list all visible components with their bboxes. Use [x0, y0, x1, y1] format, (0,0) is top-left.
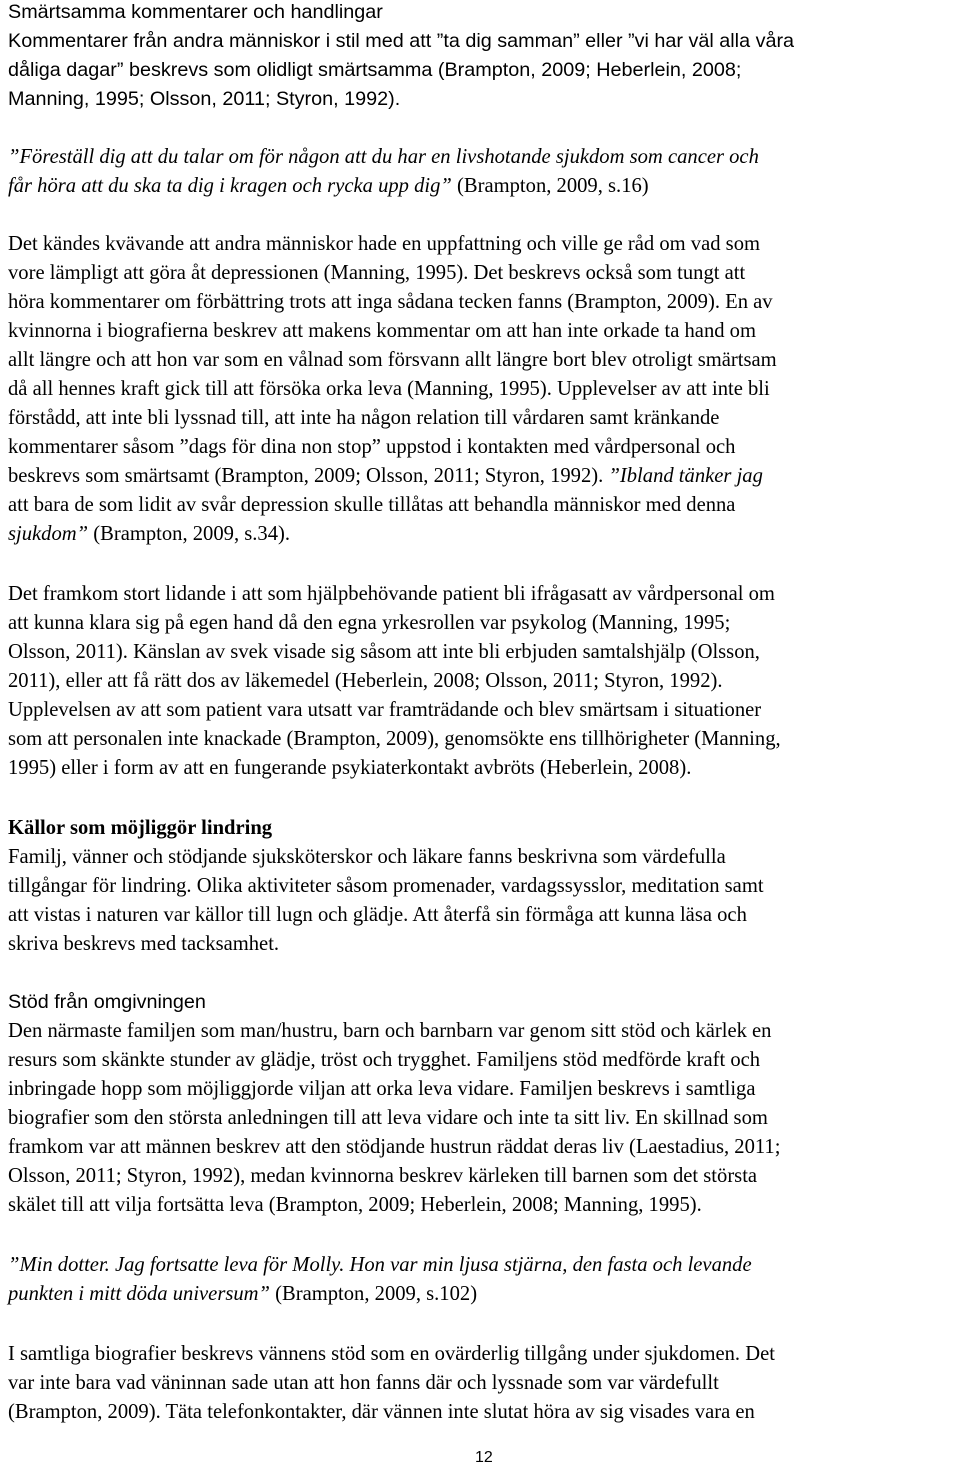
text: resurs som skänkte stunder av glädje, tröst och trygghet. Familjens stöd medförde kraft och — [8, 1049, 761, 1071]
text-line — [8, 1164, 757, 1188]
text-line — [8, 464, 763, 488]
text-line — [8, 348, 777, 372]
text-line — [8, 932, 279, 956]
text: Olsson, 2011; Styron, 1992), medan kvinnorna beskrev kärleken till barnen som det största — [8, 1165, 758, 1187]
text: Det framkom stort lidande i att som hjälpbehövande patient bli ifrågasatt av vårdpersonal om — [8, 583, 775, 605]
text: förstådd, att inte bli lyssnad till, att inte ha någon relation till vårdaren samt kränkande — [8, 407, 720, 429]
text-line — [8, 582, 775, 606]
text: dåliga dagar” beskrevs som olidligt smärtsamma (Brampton, 2009; Heberlein, 2008; — [8, 59, 742, 81]
text: (Brampton, 2009, s.102) — [269, 1283, 478, 1305]
text: biografier som den största anledningen till att leva vidare och inte ta sitt liv. En skillnad som — [8, 1107, 768, 1129]
text-line — [8, 58, 741, 82]
italic-text: får höra att du ska ta dig i kragen och rycka upp dig” — [8, 175, 452, 197]
italic-text: ”Ibland tänker jag — [608, 465, 763, 487]
text-line — [8, 1371, 719, 1395]
quote-line — [8, 1253, 752, 1277]
text: att bara de som lidit av svår depression skulle tillåtas att behandla människor med denna — [8, 494, 736, 516]
heading-kallor — [8, 816, 272, 840]
text-line — [8, 1106, 768, 1130]
text-line — [8, 435, 735, 459]
text-line — [8, 669, 723, 693]
text: Familj, vänner och stödjande sjuksköterskor och läkare fanns beskrivna som värdefulla — [8, 846, 726, 868]
text: (Brampton, 2009, s.16) — [451, 175, 649, 197]
text: I samtliga biografier beskrevs vännens stöd som en ovärderlig tillgång under sjukdomen. Det — [8, 1343, 775, 1365]
text-line — [8, 406, 719, 430]
text-line — [8, 87, 400, 111]
text-line — [8, 1077, 756, 1101]
text-line — [8, 727, 781, 751]
text: Manning, 1995; Olsson, 2011; Styron, 1992). — [8, 88, 401, 110]
text: höra kommentarer om förbättring trots att inga sådana tecken fanns (Brampton, 2009). En av — [8, 291, 773, 313]
text-line — [8, 1400, 755, 1424]
text: tillgångar för lindring. Olika aktiviteter såsom promenader, vardagssysslor, meditation samt — [8, 875, 764, 897]
text-line — [8, 232, 760, 256]
text: inbringade hopp som möjliggjorde viljan att orka leva vidare. Familjen beskrevs i samtliga — [8, 1078, 756, 1100]
text: allt längre och att hon var som en vålnad som försvann allt längre bort blev otroligt smärtsam — [8, 349, 777, 371]
text-line — [8, 1019, 771, 1043]
text: framkom var att männen beskrev att den stödjande hustrun räddat deras liv (Laestadius, 2011; — [8, 1136, 781, 1158]
text: att vistas i naturen var källor till lugn och glädje. Att återfå sin förmåga att kunna läsa och — [8, 904, 747, 926]
text: (Brampton, 2009). Täta telefonkontakter, där vännen inte slutat höra av sig visades vara en — [8, 1401, 755, 1423]
text: kommentarer såsom ”dags för dina non stop” uppstod i kontakten med vårdpersonal och — [8, 436, 736, 458]
text-line — [8, 1193, 702, 1217]
text-line — [8, 698, 761, 722]
text: vore lämpligt att göra åt depressionen (Manning, 1995). Det beskrevs också som tungt att — [8, 262, 746, 284]
text-line — [8, 1048, 760, 1072]
text: Stöd från omgivningen — [8, 991, 206, 1013]
italic-text: sjukdom” — [8, 523, 89, 545]
text: Källor som möjliggör lindring — [8, 817, 273, 839]
text: 2011), eller att få rätt dos av läkemedel (Heberlein, 2008; Olsson, 2011; Styron, 1992). — [8, 670, 723, 692]
text: beskrevs som smärtsamt (Brampton, 2009; Olsson, 2011; Styron, 1992). — [8, 465, 609, 487]
page-number: 12 — [475, 1449, 493, 1466]
italic-text: ”Min dotter. Jag fortsatte leva för Molly. Hon var min ljusa stjärna, den fasta och levande — [8, 1254, 752, 1276]
text: att kunna klara sig på egen hand då den egna yrkesrollen var psykolog (Manning, 1995; — [8, 612, 731, 634]
text: skälet till att vilja fortsätta leva (Brampton, 2009; Heberlein, 2008; Manning, 1995). — [8, 1194, 702, 1216]
italic-text: ”Föreställ dig att du talar om för någon att du har en livshotande sjukdom som cancer och — [8, 146, 759, 168]
text-line — [8, 1135, 780, 1159]
text: då all hennes kraft gick till att försöka orka leva (Manning, 1995). Upplevelser av att inte bli — [8, 378, 770, 400]
text-line — [8, 903, 747, 927]
text-line — [8, 493, 735, 517]
text-line — [8, 522, 290, 546]
text: kvinnorna i biografierna beskrev att makens kommentar om att han inte orkade ta hand om — [8, 320, 757, 342]
text: Smärtsamma kommentarer och handlingar — [8, 1, 383, 23]
text-line — [8, 611, 730, 635]
text: var inte bara vad väninnan sade utan att hon fanns där och lyssnade som var värdefullt — [8, 1372, 719, 1394]
text: skriva beskrevs med tacksamhet. — [8, 933, 280, 955]
text-line — [8, 874, 764, 898]
text-line — [8, 261, 745, 285]
text: som att personalen inte knackade (Brampton, 2009), genomsökte ens tillhörigheter (Manning, — [8, 728, 781, 750]
text-line — [8, 756, 691, 780]
text-line — [8, 290, 773, 314]
text-line — [8, 377, 770, 401]
heading-smartsamma — [8, 0, 383, 24]
text: (Brampton, 2009, s.34). — [88, 523, 291, 545]
text-line — [8, 29, 794, 53]
quote-line — [8, 174, 649, 198]
text-line — [8, 640, 760, 664]
quote-line — [8, 145, 759, 169]
text: 1995) eller i form av att en fungerande psykiaterkontakt avbröts (Heberlein, 2008). — [8, 757, 692, 779]
text-line — [8, 319, 756, 343]
text: Kommentarer från andra människor i stil med att ”ta dig samman” eller ”vi har väl alla våra — [8, 30, 795, 52]
text: Den närmaste familjen som man/hustru, barn och barnbarn var genom sitt stöd och kärlek en — [8, 1020, 772, 1042]
text: Det kändes kvävande att andra människor hade en uppfattning och ville ge råd om vad som — [8, 233, 761, 255]
heading-stod — [8, 990, 206, 1014]
text: Olsson, 2011). Känslan av svek visade sig såsom att inte bli erbjuden samtalshjälp (Olsson, — [8, 641, 760, 663]
text-line — [8, 1342, 775, 1366]
quote-line — [8, 1282, 477, 1306]
text-line — [8, 845, 726, 869]
text: Upplevelsen av att som patient vara utsatt var framträdande och blev smärtsam i situationer — [8, 699, 762, 721]
italic-text: punkten i mitt döda universum” — [8, 1283, 270, 1305]
